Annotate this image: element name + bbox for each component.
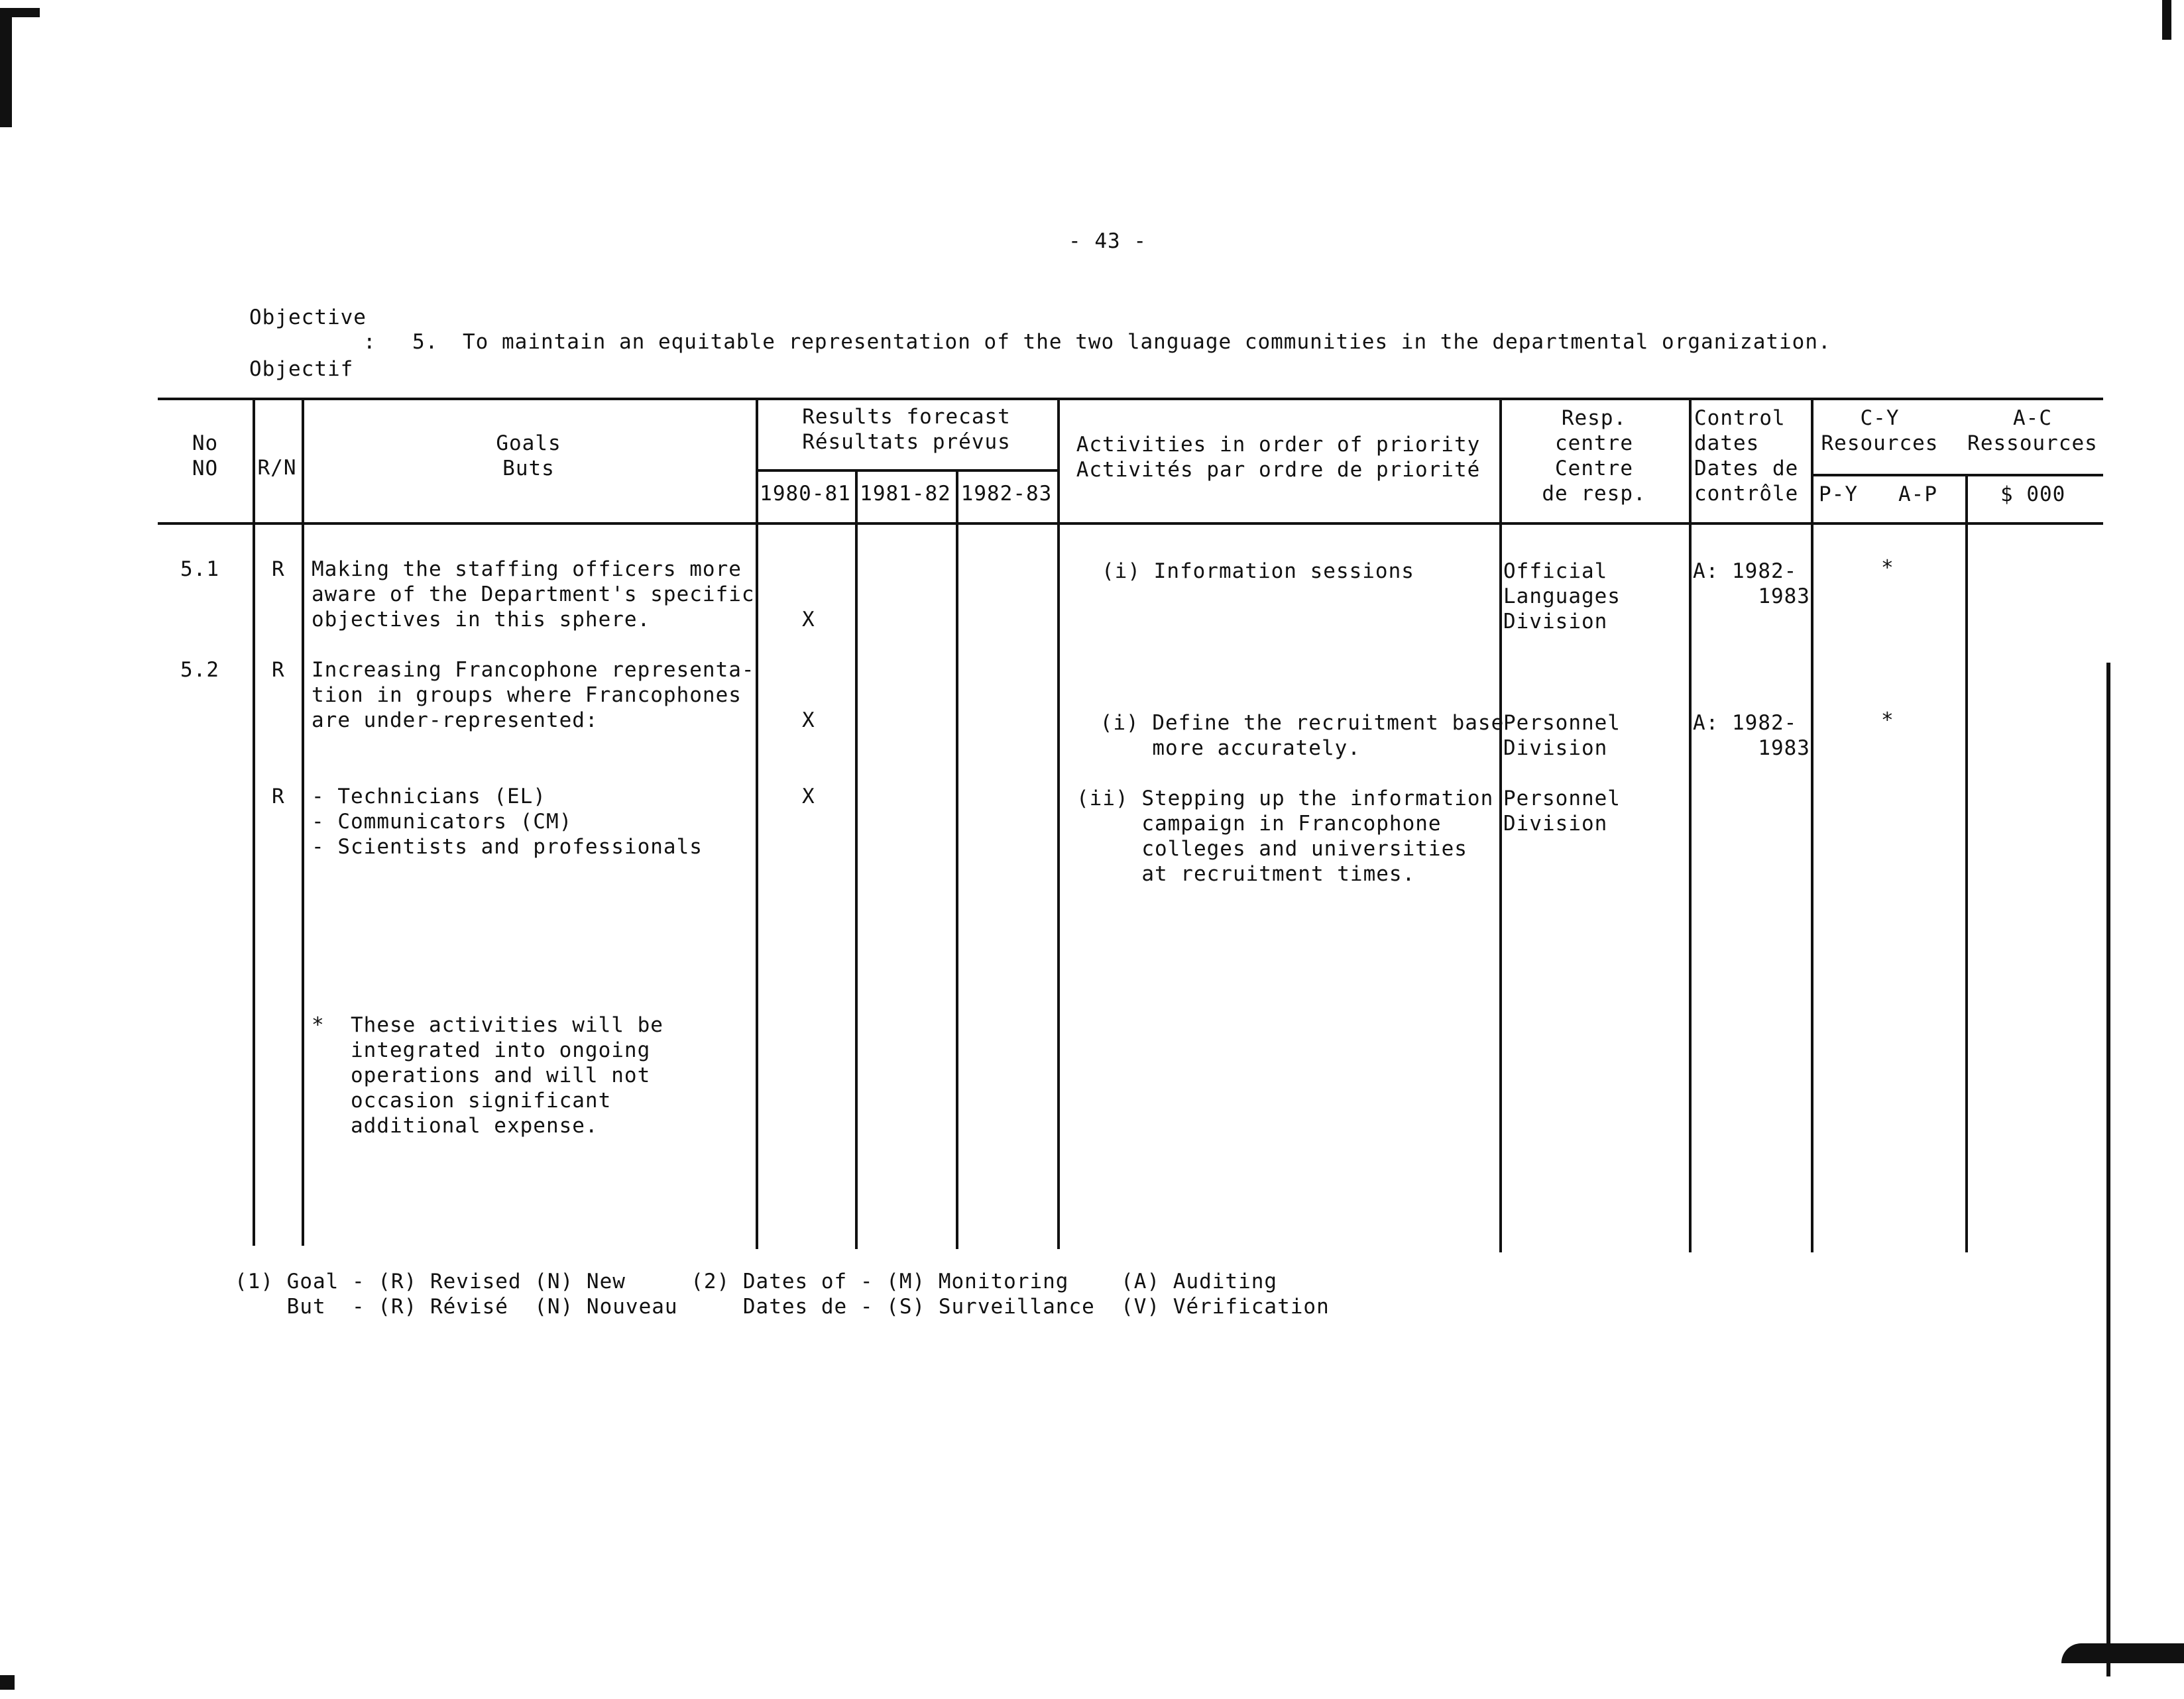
row-2-activity: (i) Define the recruitment base more accurately. xyxy=(1100,711,1505,760)
header-results: Results forecast Résultats prévus xyxy=(802,405,1011,454)
table-footnote: * These activities will be integrated into ongoing operations and will not occasion significant additional expense. xyxy=(312,1013,663,1138)
col-line-cy xyxy=(1965,474,1968,1252)
col-line-y2 xyxy=(956,469,958,1249)
row-2-control: A: 1982- 1983 xyxy=(1693,711,1810,760)
col-line-no xyxy=(253,398,255,1246)
col-line-rn xyxy=(302,398,304,1246)
legend-line-1: (1) Goal - (R) Revised (N) New (2) Dates of - (M) Monitoring (A) Auditing xyxy=(235,1270,1278,1293)
header-cy: C-Y Resources xyxy=(1821,406,1939,455)
scan-corner-top-left xyxy=(0,8,12,127)
row-2-x: X xyxy=(802,708,815,732)
objective-text: To maintain an equitable representation of the two language communities in the departmental organization. xyxy=(463,330,1831,354)
scan-corner-top-right xyxy=(2162,0,2171,40)
header-ac: A-C Ressources xyxy=(1967,406,2098,455)
col-line-goals xyxy=(756,398,758,1249)
legend-line-2: But - (R) Révisé (N) Nouveau Dates de - (S) Surveillance (V) Vérification xyxy=(235,1295,1330,1319)
row-2-rn: R xyxy=(272,658,285,682)
scan-right-edge xyxy=(2106,663,2110,1676)
header-activities: Activities in order of priority Activités par ordre de priorité xyxy=(1076,433,1481,482)
header-py: P-Y xyxy=(1819,482,1858,506)
header-year-1: 1980-81 xyxy=(760,482,851,506)
objective-label: Objective xyxy=(249,305,367,329)
row-1-resource-mark: * xyxy=(1881,556,1894,580)
row-2-resource-mark: * xyxy=(1881,708,1894,732)
row-3-resp: Personnel Division xyxy=(1503,787,1621,836)
col-line-resp xyxy=(1689,398,1692,1252)
header-goals: Goals Buts xyxy=(496,431,561,480)
row-2-no: 5.2 xyxy=(180,658,219,682)
objectif-label: Objectif xyxy=(249,357,354,381)
page-number: - 43 - xyxy=(1068,229,1147,253)
col-line-y1 xyxy=(855,469,858,1249)
objective-separator: : xyxy=(363,330,376,354)
results-subheader-rule xyxy=(756,469,1057,472)
row-3-rn: R xyxy=(272,785,285,808)
row-2-goal: Increasing Francophone representa- tion in groups where Francophones are under-represented: xyxy=(312,658,755,732)
row-1-resp: Official Languages Division xyxy=(1503,559,1621,633)
header-resp: Resp. centre Centre de resp. xyxy=(1542,406,1646,506)
row-3-x: X xyxy=(802,785,815,808)
scan-corner-bottom-right xyxy=(2061,1643,2184,1663)
row-1-goal: Making the staffing officers more aware of the Department's specific objectives in this sphere. xyxy=(312,557,755,631)
header-ap: A-P xyxy=(1898,482,1937,506)
objective-number: 5. xyxy=(412,330,439,354)
header-control: Control dates Dates de contrôle xyxy=(1694,406,1799,506)
row-3-goal: - Technicians (EL) - Communicators (CM) - Scientists and professionals xyxy=(312,785,703,859)
row-1-no: 5.1 xyxy=(180,557,219,581)
header-year-2: 1981-82 xyxy=(860,482,951,506)
header-thousand: $ 000 xyxy=(2000,482,2066,506)
col-line-activities xyxy=(1499,398,1502,1252)
row-1-x: X xyxy=(802,608,815,631)
col-line-control xyxy=(1811,398,1813,1252)
scan-corner-top-left-edge xyxy=(0,8,40,17)
row-3-activity: (ii) Stepping up the information campaign in Francophone colleges and universities at recruitment times. xyxy=(1076,787,1494,886)
row-1-control: A: 1982- 1983 xyxy=(1693,559,1810,608)
row-1-rn: R xyxy=(272,557,285,581)
header-year-3: 1982-83 xyxy=(960,482,1053,506)
row-2-resp: Personnel Division xyxy=(1503,711,1621,760)
row-1-activity: (i) Information sessions xyxy=(1102,559,1414,583)
resources-subheader-rule xyxy=(1811,474,2103,476)
col-line-results xyxy=(1057,398,1060,1249)
scan-corner-bottom-left xyxy=(0,1675,15,1690)
header-rn: R/N xyxy=(257,456,297,480)
header-no: No NO xyxy=(192,431,219,480)
